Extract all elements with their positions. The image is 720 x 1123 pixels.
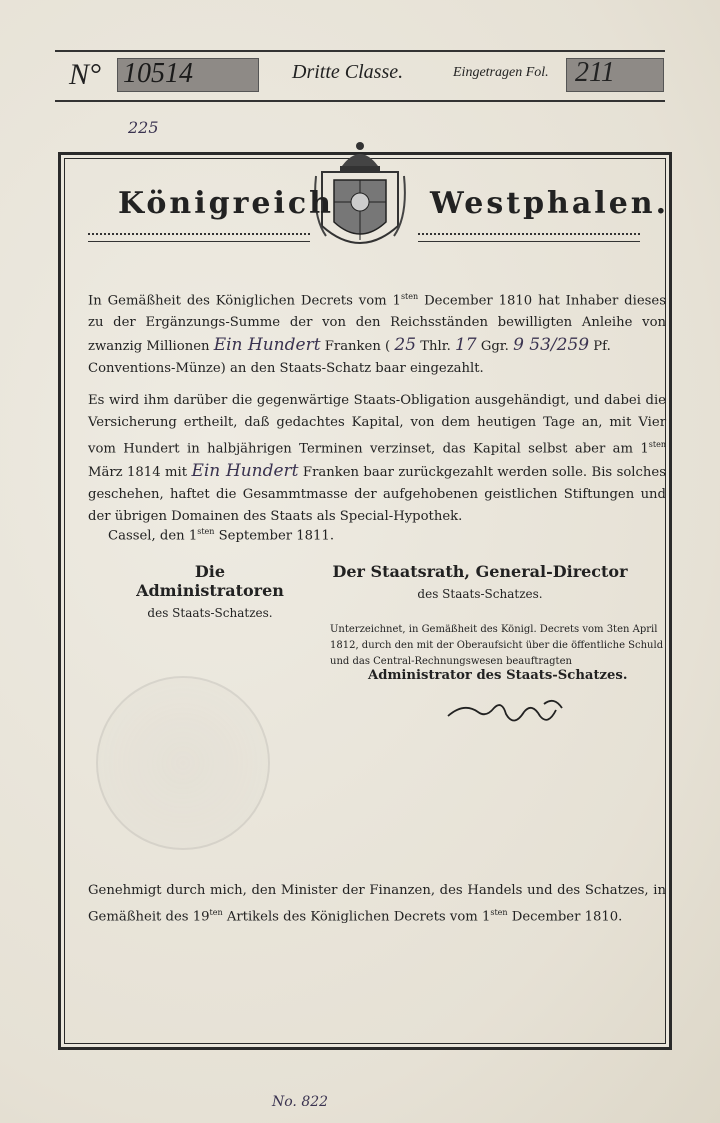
signatory-left xyxy=(120,562,300,620)
embossed-stamp xyxy=(96,676,270,850)
ggr-label: Ggr. xyxy=(480,339,509,355)
right-sub: des Staats-Schatzes. xyxy=(417,587,543,601)
class-label: Dritte Classe. xyxy=(292,61,404,83)
p2-text-b: März 1814 mit xyxy=(88,465,188,481)
document-header xyxy=(55,50,665,102)
paragraph-2 xyxy=(88,390,666,528)
p1-text-b: December 1810 hat Inhaber dieses zu der Ergänzungs-Summe der von den Reichsständen bewilligten Anleihe von zwanzig Millionen xyxy=(88,293,666,355)
handwritten-top-note: 225 xyxy=(128,118,159,137)
ornament-left xyxy=(88,233,310,242)
place-date-b: September 1811. xyxy=(214,528,335,544)
amount-pf: 9 53/259 xyxy=(513,335,590,356)
foot-sup2: sten xyxy=(490,908,508,917)
place-date-sup: sten xyxy=(197,527,215,536)
p1-text-a: In Gemäßheit des Königlichen Decrets vom 1 xyxy=(88,293,401,309)
number-label: N° xyxy=(69,58,102,91)
foot-b: Artikels des Königlichen Decrets vom 1 xyxy=(222,909,491,925)
folio-number: 211 xyxy=(575,57,615,88)
registered-label: Eingetragen Fol. xyxy=(453,65,549,80)
foot-c: December 1810. xyxy=(507,909,623,925)
amount-ggr: 17 xyxy=(454,335,477,356)
ornament-right xyxy=(418,233,640,242)
left-title: Die Administratoren xyxy=(136,562,284,600)
serial-number: 10514 xyxy=(123,58,193,89)
p1-line3: Conventions-Münze) an den Staats-Schatz baar eingezahlt. xyxy=(88,361,484,377)
p2-sup: sten xyxy=(648,440,666,449)
right-title: Der Staatsrath, General-Director xyxy=(332,562,628,581)
place-date-a: Cassel, den 1 xyxy=(108,528,198,544)
title-left: Königreich xyxy=(118,186,334,221)
p2-text-c: Franken baar zurückgezahlt werden solle. Bis solches geschehen, haftet die Gesammtmasse der aufgehobenen geistlichen Stiftungen und der übrigen Domainen des Staats als Special-Hypothek. xyxy=(88,465,666,525)
left-sub: des Staats-Schatzes. xyxy=(147,606,273,620)
amount-words: Ein Hundert xyxy=(213,335,321,356)
amount-words-2: Ein Hundert xyxy=(191,461,299,482)
approval-footer xyxy=(88,880,666,928)
p2-text-a: Es wird ihm darüber die gegenwärtige Staats-Obligation ausgehändigt, und dabei die Versicherung ertheilt, daß gedachtes Kapital, von dem heutigen Tage an, mit Vier vom Hundert in halbjährigen Terminen verzinset, das Kapital selbst aber am 1 xyxy=(88,393,666,457)
paragraph-1 xyxy=(88,286,666,380)
thlr-label: Thlr. xyxy=(420,339,451,355)
p1-sup: sten xyxy=(400,292,419,301)
pf-label: Pf. xyxy=(593,339,611,355)
signatory-right xyxy=(330,562,630,601)
signature-note: Unterzeichnet, in Gemäßheit des Königl. Decrets vom 3ten April 1812, durch den mit der Oberaufsicht über die öffentliche Schuld und das Central-Rechnungswesen beauftragten xyxy=(330,624,664,667)
foot-sup: ten xyxy=(209,908,223,917)
francs-label: Franken ( xyxy=(324,339,391,355)
place-date xyxy=(108,527,334,543)
title-right: Westphalen. xyxy=(430,186,670,221)
handwritten-signature-icon xyxy=(444,694,574,734)
foot-a: Genehmigt durch mich, den Minister der Finanzen, des Handels und des Schatzes, in Gemäßheit des 19 xyxy=(88,883,666,925)
amount-thlr: 25 xyxy=(394,335,417,356)
admin-title: Administrator des Staats-Schatzes. xyxy=(368,668,628,683)
handwritten-bottom-note: No. 822 xyxy=(272,1094,329,1110)
